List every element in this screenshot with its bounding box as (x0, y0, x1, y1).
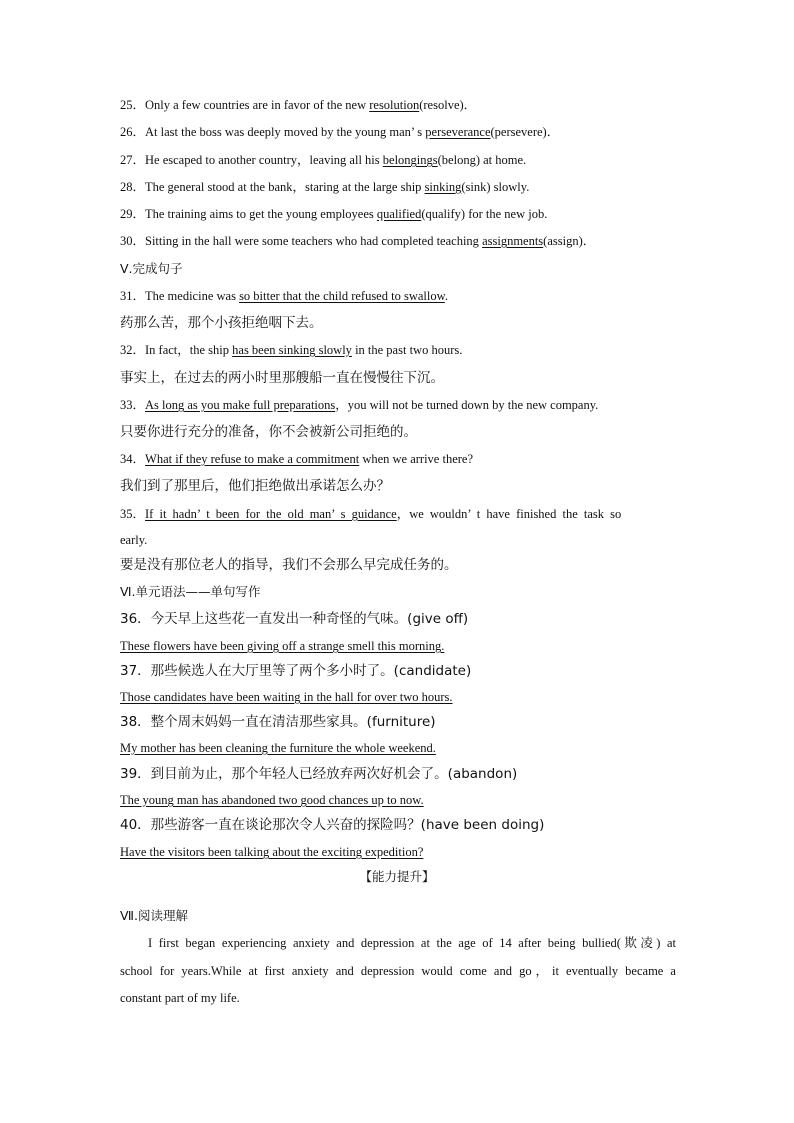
question-text: 35． (120, 507, 146, 521)
question-text: (qualify) for the new job. (421, 207, 548, 221)
question-34 (120, 451, 676, 467)
question-text: when we arrive there? (359, 452, 474, 466)
answer: qualified (376, 207, 422, 221)
answer: resolution (369, 98, 420, 112)
answer: belongings (382, 153, 438, 167)
question-39-answer: The young man has abandoned two good chances up to now. (120, 793, 424, 807)
answer: What if they refuse to make a commitment (145, 452, 360, 466)
question-29 (120, 206, 676, 222)
question-text: (assign)． (543, 234, 596, 248)
question-31 (120, 288, 676, 304)
section-vii-heading: Ⅶ.阅读理解 (120, 908, 188, 923)
question-text: (belong) at home. (437, 153, 527, 167)
answer: sinking (424, 180, 462, 194)
question-text: 29．The training aims to get the young employees (120, 207, 377, 221)
question-32 (120, 342, 676, 358)
question-text: . (444, 289, 448, 303)
question-35 (120, 506, 676, 522)
question-25 (120, 97, 676, 113)
question-33-translation: 只要你进行充分的准备，你不会被新公司拒绝的。 (120, 424, 417, 440)
question-40-answer: Have the visitors been talking about the exciting expedition? (120, 845, 424, 859)
question-36-prompt: 36．今天早上这些花一直发出一种奇怪的气味。(give off) (120, 611, 469, 627)
question-35-continued: early. (120, 533, 148, 547)
question-text: (sink) slowly. (461, 180, 530, 194)
question-text: (resolve)． (419, 98, 477, 112)
question-text: 30．Sitting in the hall were some teachers who had completed teaching (120, 234, 483, 248)
question-28 (120, 179, 676, 195)
question-33 (120, 397, 676, 413)
section-vi-heading: Ⅵ.单元语法——单句写作 (120, 584, 261, 599)
question-text: (persevere)． (490, 125, 560, 139)
answer: has been sinking slowly (232, 343, 352, 357)
question-27 (120, 152, 676, 168)
question-text: 27．He escaped to another country，leaving all his (120, 153, 383, 167)
question-40-prompt: 40．那些游客一直在谈论那次令人兴奋的探险吗？(have been doing) (120, 817, 545, 833)
question-text: in the past two hours. (351, 343, 463, 357)
question-text: 28．The general stood at the bank，staring at the large ship (120, 180, 425, 194)
question-37-answer: Those candidates have been waiting in the hall for over two hours. (120, 690, 453, 704)
question-text: ，we wouldn’ t have finished the task so (396, 507, 622, 521)
question-34-translation: 我们到了那里后，他们拒绝做出承诺怎么办？ (120, 478, 390, 494)
question-39-prompt: 39．到目前为止，那个年轻人已经放弃两次好机会了。(abandon) (120, 766, 518, 782)
answer: assignments (482, 234, 544, 248)
passage-line-1: I first began experiencing anxiety and depression at the age of 14 after being bullied(欺凌) at (148, 936, 676, 950)
question-35-translation: 要是没有那位老人的指导，我们不会那么早完成任务的。 (120, 557, 458, 573)
question-36-answer: These flowers have been giving off a strange smell this morning. (120, 639, 445, 653)
question-text: 25．Only a few countries are in favor of the new (120, 98, 370, 112)
question-30 (120, 233, 676, 249)
question-text: 31．The medicine was (120, 289, 240, 303)
passage-line-3: constant part of my life. (120, 991, 240, 1005)
question-37-prompt: 37．那些候选人在大厅里等了两个多小时了。(candidate) (120, 663, 472, 679)
question-text: 26．At last the boss was deeply moved by the young man’ s (120, 125, 426, 139)
question-text: ，you will not be turned down by the new company. (335, 398, 599, 412)
question-38-answer: My mother has been cleaning the furniture the whole weekend. (120, 741, 436, 755)
answer: As long as you make full preparations (145, 398, 336, 412)
passage-line-2: school for years.While at first anxiety and depression would come and go，it eventually became a (120, 964, 676, 978)
answer: If it hadn’ t been for the old man’ s guidance (145, 507, 397, 521)
section-v-heading: Ⅴ.完成句子 (120, 261, 183, 276)
ability-improvement-title: 【能力提升】 (359, 869, 435, 884)
answer: so bitter that the child refused to swallow (239, 289, 445, 303)
question-38-prompt: 38．整个周末妈妈一直在清洁那些家具。(furniture) (120, 714, 436, 730)
question-text: 32．In fact，the ship (120, 343, 233, 357)
question-text: 33． (120, 398, 146, 412)
answer: perseverance (425, 125, 491, 139)
question-32-translation: 事实上，在过去的两小时里那艘船一直在慢慢往下沉。 (120, 370, 444, 386)
question-26 (120, 124, 676, 140)
question-text: 34． (120, 452, 146, 466)
question-31-translation: 药那么苦，那个小孩拒绝咽下去。 (120, 315, 323, 331)
